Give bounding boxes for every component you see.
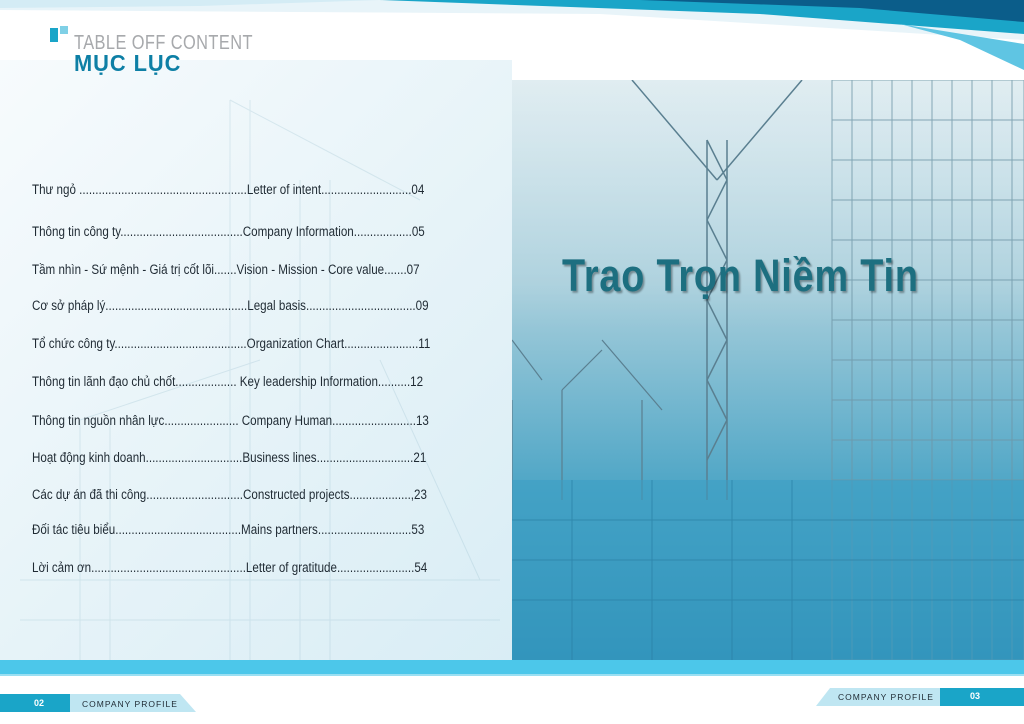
- toc-entry-text: Hoạt động kinh doanh..............................Business lines..............................21: [32, 449, 427, 465]
- toc-entry: [32, 556, 458, 578]
- bottom-strip-light: [0, 674, 1024, 676]
- slogan-heading: Trao Trọn Niềm Tin: [562, 250, 919, 301]
- toc-entry: [32, 258, 458, 280]
- toc-entry: [32, 332, 458, 354]
- toc-entry: [32, 446, 458, 468]
- toc-entry: [32, 518, 458, 540]
- toc-entry: [32, 178, 458, 200]
- footer-label-right: COMPANY PROFILE: [838, 692, 934, 702]
- toc-entry-text: Tầm nhìn - Sứ mệnh - Giá trị cốt lõi.......Vision - Mission - Core value.......07: [32, 261, 420, 277]
- page-number-right: 03: [970, 691, 981, 701]
- toc-entry-text: Lời cảm ơn................................................Letter of gratitude........................54: [32, 559, 428, 575]
- toc-entry-text: Thông tin lãnh đạo chủ chốt................... Key leadership Information..........12: [32, 373, 424, 389]
- toc-entry-text: Các dự án đã thi công..............................Constructed projects...................,23: [32, 486, 427, 502]
- footer-label-left: COMPANY PROFILE: [82, 699, 178, 709]
- toc-entry-text: Tổ chức công ty.........................................Organization Chart.......................11: [32, 335, 431, 351]
- toc-entry-text: Cơ sở pháp lý............................................Legal basis..................................09: [32, 297, 429, 313]
- toc-entry: [32, 409, 458, 431]
- title-english: TABLE OFF CONTENT: [74, 32, 253, 54]
- toc-entry-text: Thông tin công ty......................................Company Information..................05: [32, 223, 425, 239]
- title-vietnamese: MỤC LỤC: [74, 50, 182, 76]
- toc-entry: [32, 483, 458, 505]
- toc-entry-text: Đối tác tiêu biểu.......................................Mains partners.............................53: [32, 521, 425, 537]
- toc-entry-text: Thông tin nguồn nhân lực....................... Company Human..........................13: [32, 412, 429, 428]
- toc-entry-text: Thư ngỏ ....................................................Letter of intent............................04: [32, 181, 425, 197]
- page-number-left: 02: [34, 698, 45, 708]
- construction-image: [512, 80, 1024, 660]
- toc-entry: [32, 294, 458, 316]
- title-square-icon: [50, 28, 58, 42]
- title-square-small-icon: [60, 26, 68, 34]
- toc-entry: [32, 370, 458, 392]
- toc-entry: [32, 220, 458, 242]
- bottom-strip: [0, 660, 1024, 674]
